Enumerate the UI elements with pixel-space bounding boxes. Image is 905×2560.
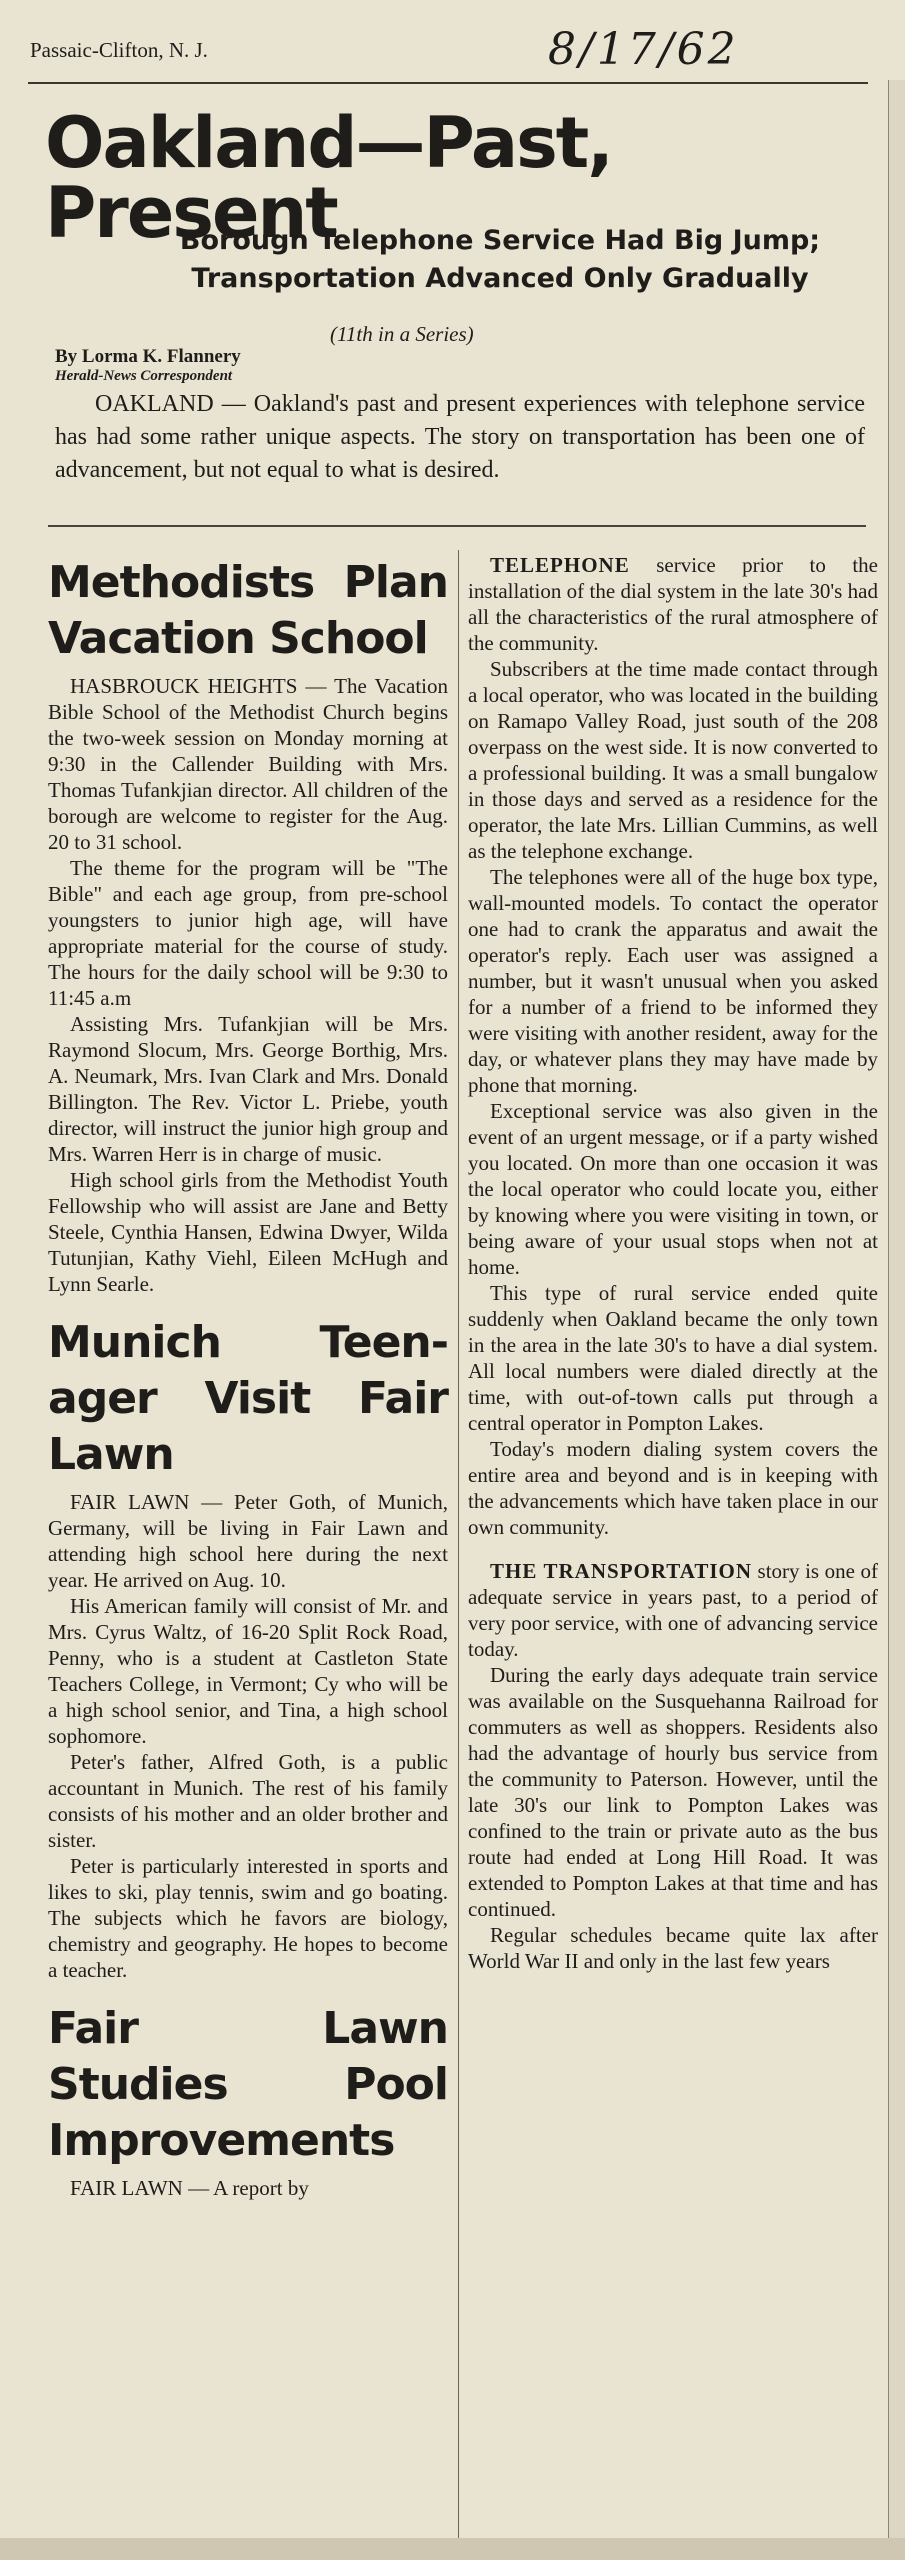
subhead-line-2: Transportation Advanced Only Gradually (191, 263, 809, 294)
munich-paragraph: FAIR LAWN — Peter Goth, of Munich, Germany, will be living in Fair Lawn and attending high school here during the next year. He arrived on Aug. 10. (48, 1490, 448, 1592)
dateline: Passaic-Clifton, N. J. (30, 38, 208, 62)
pool-headline: Fair Lawn Studies Pool Improvements (48, 2003, 448, 2166)
top-rule (28, 82, 868, 84)
left-column (48, 555, 448, 2201)
paragraph-lead: THE TRANSPORTATION (490, 1559, 753, 1583)
article-pool (48, 2001, 448, 2201)
subhead-line-1: Borough Telephone Service Had Big Jump; (179, 225, 821, 256)
story-paragraph (468, 1098, 878, 1280)
munich-paragraph: Peter's father, Alfred Goth, is a public accountant in Munich. The rest of his family consists of his mother and an older brother and sister. (48, 1750, 448, 1852)
pool-paragraph: FAIR LAWN — A report by (70, 2176, 309, 2200)
methodists-paragraph: Assisting Mrs. Tufankjian will be Mrs. Raymond Slocum, Mrs. George Borthig, Mrs. A. Neumark, Mrs. Ivan Clark and Mrs. Donald Billington. The Rev. Victor L. Priebe, youth director, will instruct the junior high group and Mrs. Warren Herr is in charge of music. (48, 1012, 448, 1166)
paragraph-text: story is one of adequate service in years past, to a period of very poor service, with one of advancing service today. (468, 1559, 878, 1661)
bottom-edge (0, 2538, 905, 2560)
paragraph-text: Regular schedules became quite lax after World War II and only in the last few years (468, 1923, 878, 1973)
handwritten-date: 8/17/62 (548, 24, 739, 75)
main-lede (55, 388, 865, 487)
methodists-paragraph: The theme for the program will be "The Bible" and each age group, from pre-school youngsters to junior high age, will have appropriate material for the course of study. The hours for the daily school will be 9:30 to 11:45 a.m (48, 856, 448, 1010)
paragraph-text: Subscribers at the time made contact through a local operator, who was located in the building on Ramapo Valley Road, just south of the 208 overpass on the west side. It is now converted to a professional building. It was a small bungalow in those days and served as a residence for the operator, the late Mrs. Lillian Cummins, as well as the telephone exchange. (468, 657, 878, 863)
story-paragraph (468, 552, 878, 656)
munich-headline: Munich Teen-ager Visit Fair Lawn (48, 1317, 448, 1480)
right-column (468, 552, 878, 1974)
paragraph-text: Today's modern dialing system covers the entire area and beyond and is in keeping with the advancements which have taken place in our own community. (468, 1437, 878, 1539)
byline: By Lorma K. Flannery (55, 346, 241, 367)
paragraph-text: service prior to the installation of the dial system in the late 30's had all the characteristics of the rural atmosphere of the community. (468, 553, 878, 655)
story-paragraph (468, 1280, 878, 1436)
article-munich (48, 1315, 448, 1983)
article-methodists (48, 555, 448, 1297)
methodists-paragraph: High school girls from the Methodist Youth Fellowship who will assist are Jane and Betty Steele, Cynthia Hansen, Edwina Dwyer, Wilda Tutunjian, Kathy Viehl, Eileen McHugh and Lynn Searle. (48, 1168, 448, 1296)
spacer (48, 1297, 448, 1315)
spacer (468, 1540, 878, 1558)
paragraph-text: Exceptional service was also given in the event of an urgent message, or if a party wished you located. On more than one occasion it was the local operator who could locate you, either by knowing where you were visiting in town, or being aware of your usual stops when not at home. (468, 1099, 878, 1279)
paragraph-text: The telephones were all of the huge box type, wall-mounted models. To contact the operator one had to crank the apparatus and await the operator's reply. Each user was assigned a number, but it wasn't unusual when you asked for a number of a friend to be informed they were visiting with another resident, away for the day, or whatever plans they may have made by phone that morning. (468, 865, 878, 1097)
byline-credit: Herald-News Correspondent (55, 368, 233, 384)
methodists-paragraph: HASBROUCK HEIGHTS — The Vacation Bible School of the Methodist Church begins the two-week session on Monday morning at 9:30 in the Callender Building with Mrs. Thomas Tufankjian director. All children of the borough are welcome to register for the Aug. 20 to 31 school. (48, 674, 448, 854)
paragraph-lead: TELEPHONE (490, 553, 630, 577)
story-paragraph (468, 656, 878, 864)
paragraph-text: During the early days adequate train service was available on the Susquehanna Railroad for commuters as well as shoppers. Residents also had the advantage of hourly bus service from the community to Paterson. However, until the late 30's our link to Pompton Lakes was confined to the train or private auto as the bus route had ended at Long Hill Road. It was extended to Pompton Lakes at that time and has continued. (468, 1663, 878, 1921)
paragraph-text: This type of rural service ended quite suddenly when Oakland became the only town in the area in the late 30's to have a dial system. All local numbers were dialed directly at the time, with out-of-town calls put through a central operator in Pompton Lakes. (468, 1281, 878, 1435)
story-paragraph (468, 1922, 878, 1974)
munich-paragraph: His American family will consist of Mr. and Mrs. Cyrus Waltz, of 16-20 Split Rock Road, Penny, who is a student at Castleton State Teachers College, in Vermont; Cy who will be a high school senior, and Tina, a high school sophomore. (48, 1594, 448, 1748)
spacer (48, 1983, 448, 2001)
story-paragraph (468, 1436, 878, 1540)
munich-paragraph: Peter is particularly interested in sports and likes to ski, play tennis, swim and go boating. The subjects which he favors are biology, chemistry and geography. He hopes to become a teacher. (48, 1854, 448, 1982)
main-headline: Oakland—Past, Present (45, 102, 612, 254)
series-note: (11th in a Series) (330, 322, 474, 346)
methodists-headline: Methodists Plan Vacation School (48, 557, 448, 664)
story-paragraph (468, 1662, 878, 1922)
story-paragraph (468, 1558, 878, 1662)
story-paragraph (468, 864, 878, 1098)
section-rule (48, 525, 866, 527)
column-separator (458, 550, 459, 2540)
adjacent-column-edge (888, 80, 905, 2560)
main-subhead (130, 222, 870, 298)
lede-paragraph: OAKLAND — Oakland's past and present experiences with telephone service has had some rather unique aspects. The story on transportation has been one of advancement, but not equal to what is desired. (55, 391, 865, 483)
